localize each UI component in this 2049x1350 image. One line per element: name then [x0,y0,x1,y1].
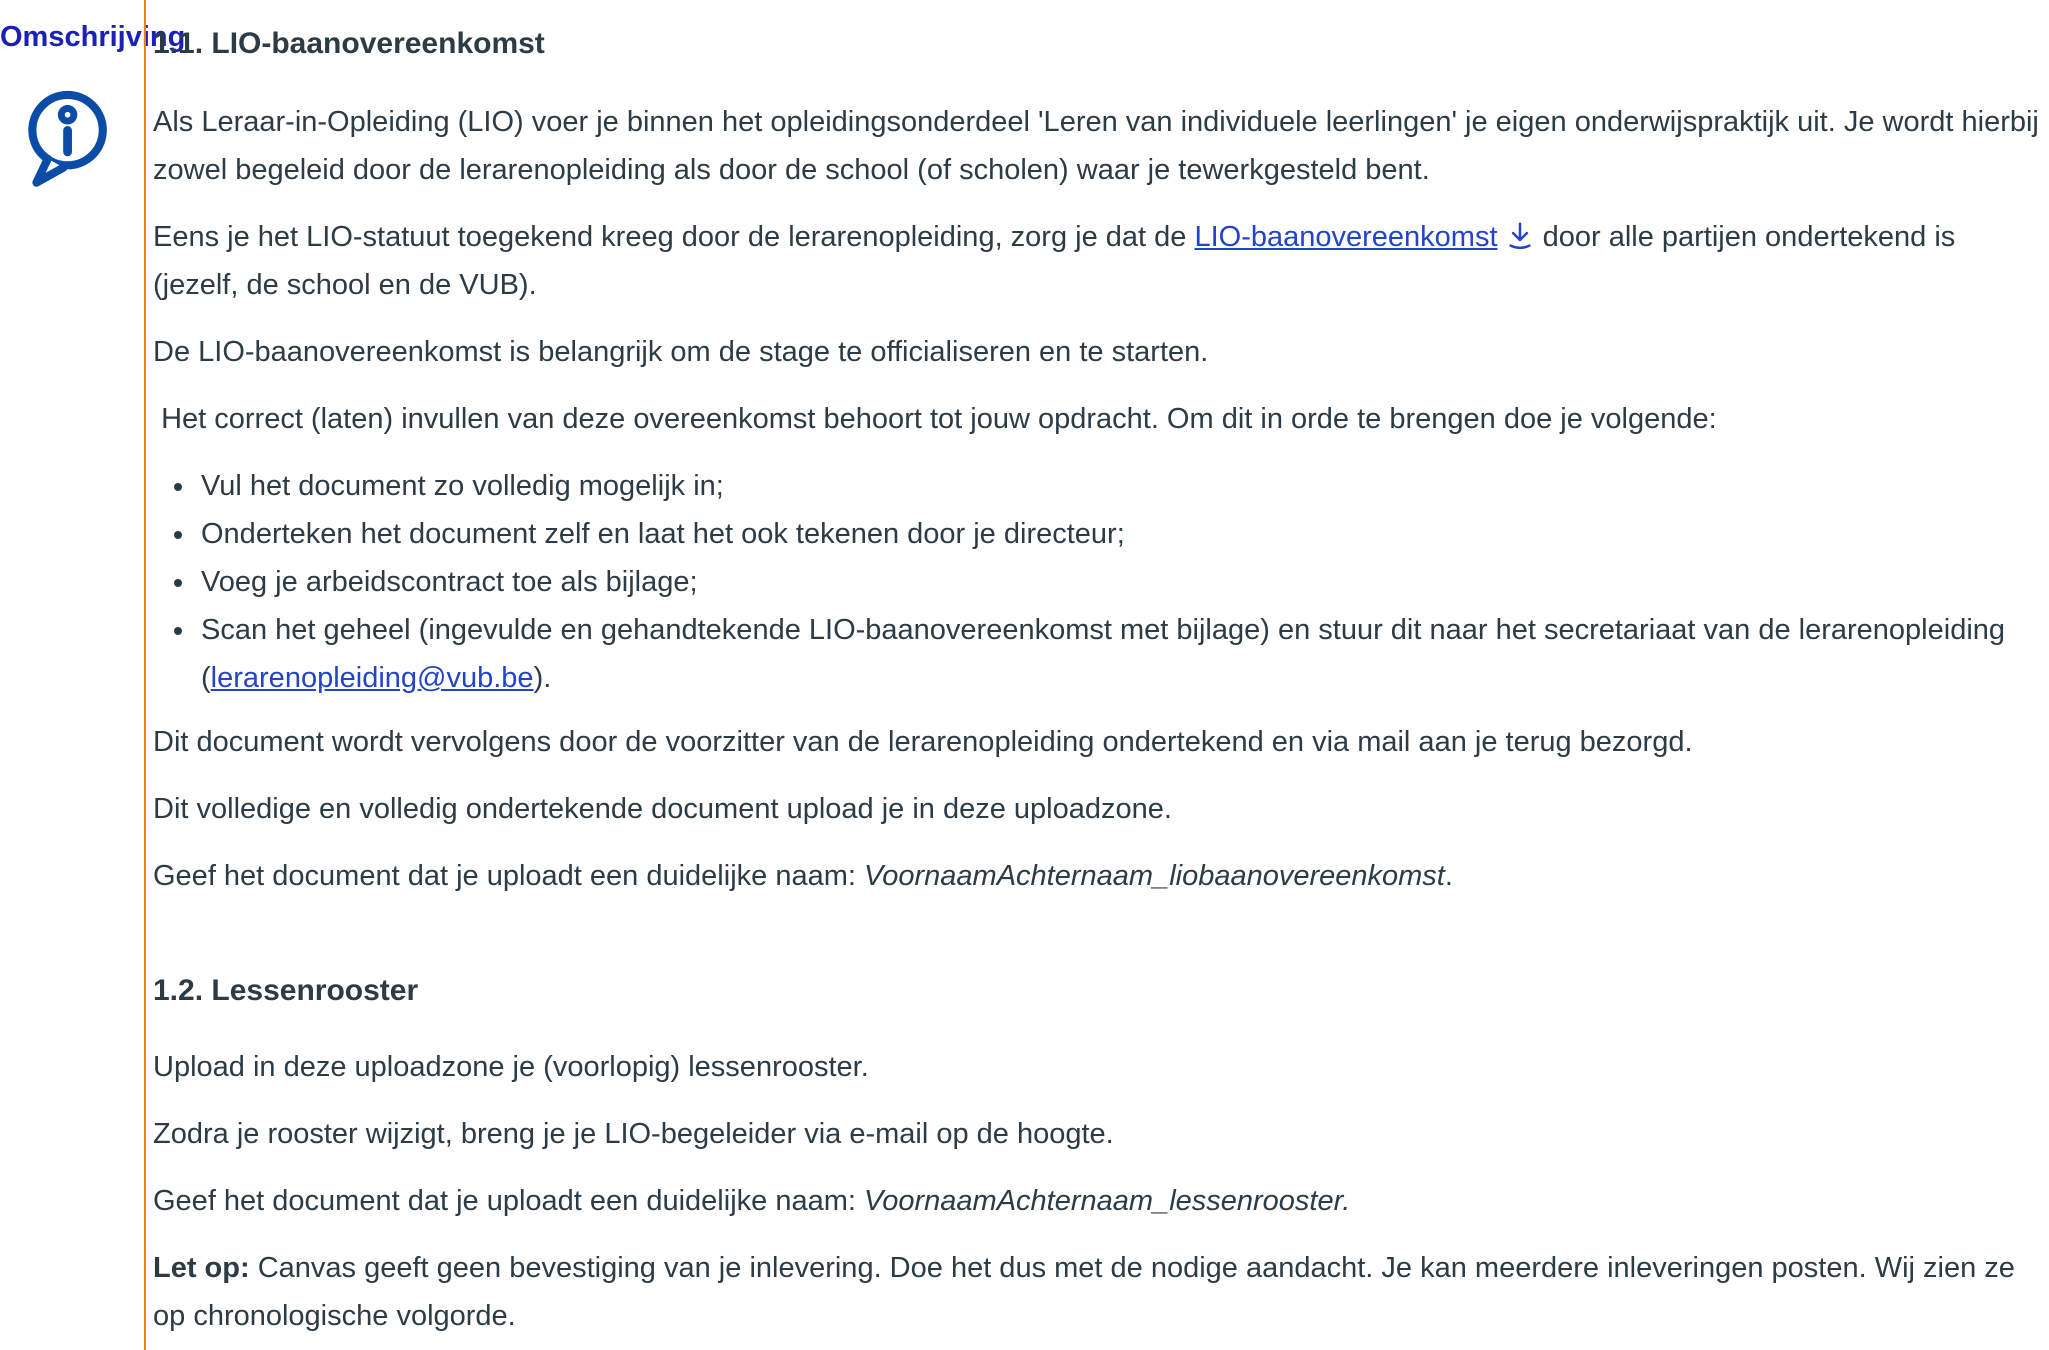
let-op-label: Let op: [153,1252,250,1284]
section-spacer [153,919,2041,967]
filename-lessenrooster: VoornaamAchternaam_lessenrooster. [863,1185,1351,1217]
description-field-label: Omschrijving [0,21,186,53]
paragraph-uploadzone: Dit volledige en volledig ondertekende document upload je in deze uploadzone. [153,793,1172,825]
paragraph-belangrijk: De LIO-baanovereenkomst is belangrijk om de stage te officialiseren en te starten. [153,336,1209,368]
paragraph-let-op [153,1244,2041,1340]
description-content [144,0,2049,1350]
list-item [197,558,2041,606]
paragraph-rooster-wijzigt: Zodra je rooster wijzigt, breng je je LIO-begeleider via e-mail op de hoogte. [153,1118,1114,1150]
paragraph-voorzitter: Dit document wordt vervolgens door de voorzitter van de lerarenopleiding ondertekend en via mail aan je terug bezorgd. [153,726,1693,758]
paragraph-lio-intro: Als Leraar-in-Opleiding (LIO) voer je binnen het opleidingsonderdeel 'Leren van individuele leerlingen' je eigen onderwijspraktijk uit. Je wordt hierbij zowel begeleid door de lerarenopleiding als door de school (of scholen) waar je tewerkgesteld bent. [153,106,2047,186]
download-icon[interactable] [1505,220,1535,250]
task-list [153,462,2041,702]
list-item [197,462,2041,510]
lio-baanovereenkomst-link[interactable]: LIO-baanovereenkomst [1194,221,1498,253]
info-speech-bubble-icon [22,87,110,189]
paragraph-upload-lessenrooster: Upload in deze uploadzone je (voorlopig) lessenrooster. [153,1051,869,1083]
lerarenopleiding-email-link[interactable]: lerarenopleiding@vub.be [210,662,534,694]
paragraph-lio-statuut-text-after: door alle partijen ondertekend is (jezelf, de school en de VUB). [153,221,1964,301]
list-item-text: Onderteken het document zelf en laat het ook tekenen door je directeur; [201,518,1125,550]
naamgeving-prefix: Geef het document dat je uploadt een duidelijke naam: [153,860,864,892]
info-icon-container [0,87,143,189]
list-item-text: Voeg je arbeidscontract toe als bijlage; [201,566,698,598]
list-item-text: Vul het document zo volledig mogelijk in; [201,470,724,502]
list-item-text-after: ). [533,662,552,694]
let-op-text: Canvas geeft geen bevestiging van je inlevering. Doe het dus met de nodige aandacht. Je kan meerdere inleveringen posten. Wij zien ze op chronologische volgorde. [153,1252,2023,1332]
paragraph-lio-statuut-text-before: Eens je het LIO-statuut toegekend kreeg door de lerarenopleiding, zorg je dat de [153,221,1195,253]
naamgeving-suffix: . [1444,860,1453,892]
list-item [197,606,2041,702]
sidebar-label-column [0,0,186,1350]
naamgeving-prefix: Geef het document dat je uploadt een duidelijke naam: [153,1185,864,1217]
section-1-2-heading: 1.2. Lessenrooster [153,974,419,1007]
list-item [197,510,2041,558]
paragraph-opdracht: Het correct (laten) invullen van deze overeenkomst behoort tot jouw opdracht. Om dit in orde te brengen doe je volgende: [153,403,1717,435]
list-item-text-before: Scan het geheel (ingevulde en gehandtekende LIO-baanovereenkomst met bijlage) en stuur dit naar het secretariaat van de lerarenopleiding ( [201,614,2006,694]
section-1-1-heading: 1.1. LIO-baanovereenkomst [153,27,545,60]
filename-liobaanovereenkomst: VoornaamAchternaam_liobaanovereenkomst [863,860,1445,892]
paragraph-naamgeving-lessenrooster [153,1177,2041,1225]
paragraph-naamgeving-lio [153,852,2041,900]
paragraph-lio-statuut [153,213,2041,309]
